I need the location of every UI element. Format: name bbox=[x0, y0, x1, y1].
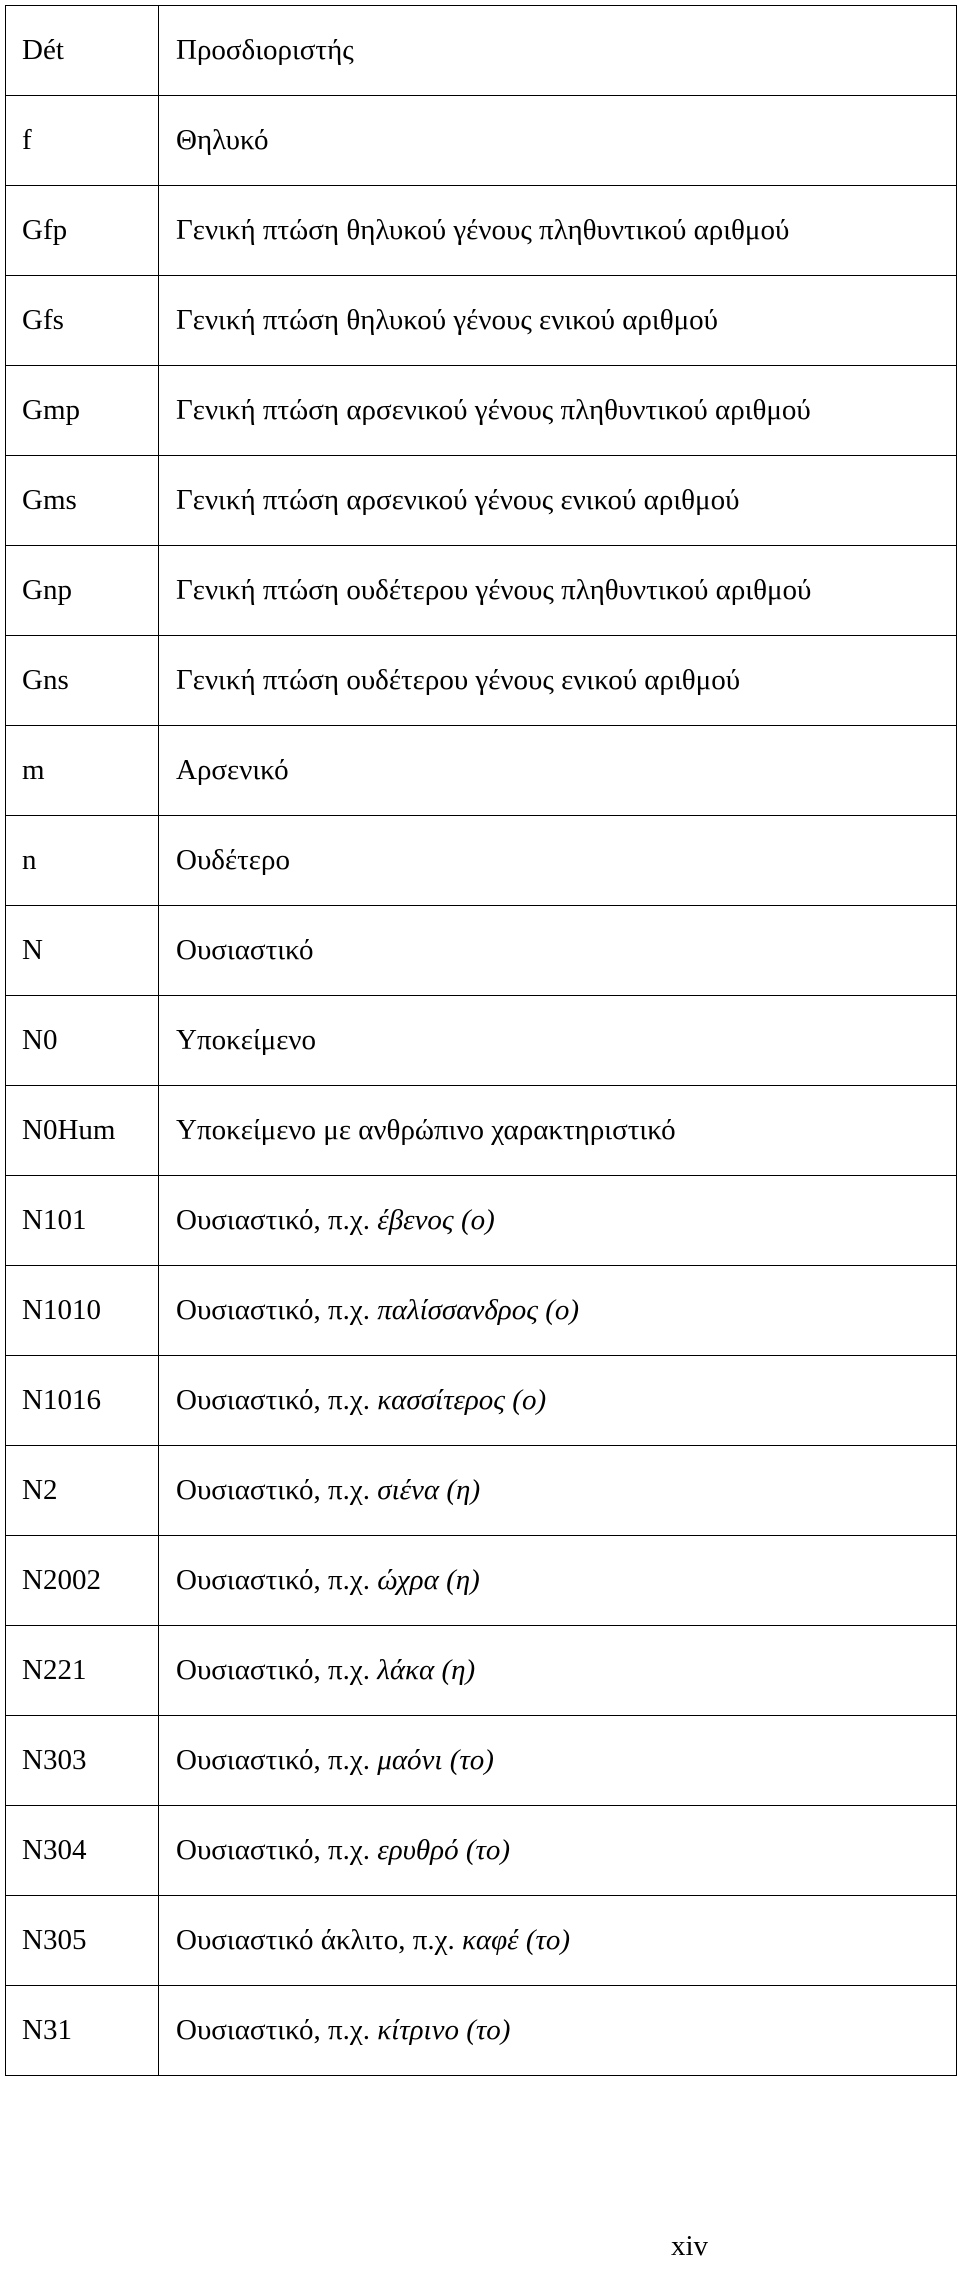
description-example: ερυθρό (το) bbox=[377, 1834, 511, 1867]
abbreviation-code: Gns bbox=[6, 636, 159, 726]
table-row bbox=[6, 1986, 957, 2076]
table-row bbox=[6, 906, 957, 996]
description-example: σιένα (η) bbox=[377, 1474, 481, 1507]
description-text: Γενική πτώση θηλυκού γένους ενικού αριθμού bbox=[176, 304, 718, 337]
abbreviation-description bbox=[159, 1806, 957, 1896]
description-example: ώχρα (η) bbox=[377, 1564, 480, 1597]
abbreviations-table-body bbox=[6, 6, 957, 2076]
table-row bbox=[6, 186, 957, 276]
abbreviation-description bbox=[159, 1626, 957, 1716]
description-text: Προσδιοριστής bbox=[176, 34, 354, 67]
abbreviation-code: N304 bbox=[6, 1806, 159, 1896]
abbreviation-description bbox=[159, 276, 957, 366]
abbreviation-code: N2 bbox=[6, 1446, 159, 1536]
abbreviation-description bbox=[159, 1536, 957, 1626]
description-text: Ουσιαστικό, π.χ. bbox=[176, 1834, 378, 1867]
abbreviation-code: N303 bbox=[6, 1716, 159, 1806]
table-row bbox=[6, 1716, 957, 1806]
description-text: Ουσιαστικό, π.χ. bbox=[176, 1384, 378, 1417]
abbreviation-code: N101 bbox=[6, 1176, 159, 1266]
description-text: Υποκείμενο bbox=[176, 1024, 317, 1057]
description-example: κασσίτερος (ο) bbox=[377, 1384, 547, 1417]
abbreviation-description bbox=[159, 1896, 957, 1986]
abbreviations-table bbox=[5, 5, 957, 2076]
table-row bbox=[6, 96, 957, 186]
abbreviation-description bbox=[159, 906, 957, 996]
description-text: Ουσιαστικό, π.χ. bbox=[176, 1654, 378, 1687]
abbreviation-code: N0Hum bbox=[6, 1086, 159, 1176]
abbreviation-description bbox=[159, 6, 957, 96]
description-text: Θηλυκό bbox=[176, 124, 269, 157]
table-row bbox=[6, 1626, 957, 1716]
abbreviation-code: Gnp bbox=[6, 546, 159, 636]
description-text: Αρσενικό bbox=[176, 754, 289, 787]
table-row bbox=[6, 996, 957, 1086]
abbreviation-description bbox=[159, 1176, 957, 1266]
description-example: έβενος (ο) bbox=[377, 1204, 495, 1237]
table-row bbox=[6, 1446, 957, 1536]
description-text: Ουσιαστικό, π.χ. bbox=[176, 1474, 378, 1507]
abbreviation-description bbox=[159, 636, 957, 726]
description-example: μαόνι (το) bbox=[377, 1744, 494, 1777]
table-row bbox=[6, 1806, 957, 1896]
table-row bbox=[6, 636, 957, 726]
table-row bbox=[6, 1086, 957, 1176]
table-row bbox=[6, 1896, 957, 1986]
abbreviation-code: N0 bbox=[6, 996, 159, 1086]
description-text: Ουσιαστικό, π.χ. bbox=[176, 2014, 378, 2047]
description-text: Γενική πτώση ουδέτερου γένους ενικού αριθμού bbox=[176, 664, 741, 697]
abbreviation-code: N1010 bbox=[6, 1266, 159, 1356]
description-text: Ουσιαστικό bbox=[176, 934, 314, 967]
table-row bbox=[6, 1356, 957, 1446]
abbreviation-description bbox=[159, 996, 957, 1086]
abbreviation-description bbox=[159, 366, 957, 456]
abbreviation-description bbox=[159, 1266, 957, 1356]
abbreviation-description bbox=[159, 726, 957, 816]
abbreviation-description bbox=[159, 546, 957, 636]
abbreviation-code: N31 bbox=[6, 1986, 159, 2076]
table-row bbox=[6, 1266, 957, 1356]
description-text: Γενική πτώση αρσενικού γένους πληθυντικού αριθμού bbox=[176, 394, 811, 427]
abbreviation-description bbox=[159, 456, 957, 546]
description-text: Ουδέτερο bbox=[176, 844, 290, 877]
abbreviation-code: m bbox=[6, 726, 159, 816]
description-text: Ουσιαστικό άκλιτο, π.χ. bbox=[176, 1924, 462, 1957]
abbreviation-code: Gmp bbox=[6, 366, 159, 456]
table-row bbox=[6, 1176, 957, 1266]
table-row bbox=[6, 6, 957, 96]
abbreviation-code: n bbox=[6, 816, 159, 906]
description-example: λάκα (η) bbox=[377, 1654, 476, 1687]
abbreviation-description bbox=[159, 1986, 957, 2076]
abbreviation-description bbox=[159, 96, 957, 186]
table-row bbox=[6, 276, 957, 366]
abbreviation-description bbox=[159, 1446, 957, 1536]
description-text: Ουσιαστικό, π.χ. bbox=[176, 1294, 378, 1327]
abbreviation-code: N bbox=[6, 906, 159, 996]
abbreviation-code: Gfp bbox=[6, 186, 159, 276]
description-text: Γενική πτώση αρσενικού γένους ενικού αριθμού bbox=[176, 484, 740, 517]
abbreviation-code: N221 bbox=[6, 1626, 159, 1716]
description-example: κίτρινο (το) bbox=[377, 2014, 511, 2047]
abbreviation-code: Gms bbox=[6, 456, 159, 546]
page-number: xiv bbox=[671, 2230, 709, 2262]
abbreviation-code: Dét bbox=[6, 6, 159, 96]
description-text: Γενική πτώση θηλυκού γένους πληθυντικού αριθμού bbox=[176, 214, 790, 247]
abbreviation-description bbox=[159, 1356, 957, 1446]
abbreviation-code: Gfs bbox=[6, 276, 159, 366]
table-row bbox=[6, 546, 957, 636]
abbreviation-description bbox=[159, 816, 957, 906]
description-text: Ουσιαστικό, π.χ. bbox=[176, 1564, 378, 1597]
abbreviation-description bbox=[159, 186, 957, 276]
abbreviation-code: f bbox=[6, 96, 159, 186]
table-row bbox=[6, 366, 957, 456]
table-row bbox=[6, 1536, 957, 1626]
description-text: Υποκείμενο με ανθρώπινο χαρακτηριστικό bbox=[176, 1114, 676, 1147]
table-row bbox=[6, 726, 957, 816]
abbreviation-description bbox=[159, 1086, 957, 1176]
table-row bbox=[6, 816, 957, 906]
abbreviation-code: N305 bbox=[6, 1896, 159, 1986]
abbreviation-code: N2002 bbox=[6, 1536, 159, 1626]
description-text: Ουσιαστικό, π.χ. bbox=[176, 1744, 378, 1777]
description-example: καφέ (το) bbox=[461, 1924, 571, 1957]
description-text: Ουσιαστικό, π.χ. bbox=[176, 1204, 378, 1237]
description-example: παλίσσανδρος (ο) bbox=[377, 1294, 580, 1327]
abbreviation-description bbox=[159, 1716, 957, 1806]
description-text: Γενική πτώση ουδέτερου γένους πληθυντικού αριθμού bbox=[176, 574, 812, 607]
abbreviation-code: N1016 bbox=[6, 1356, 159, 1446]
table-row bbox=[6, 456, 957, 546]
